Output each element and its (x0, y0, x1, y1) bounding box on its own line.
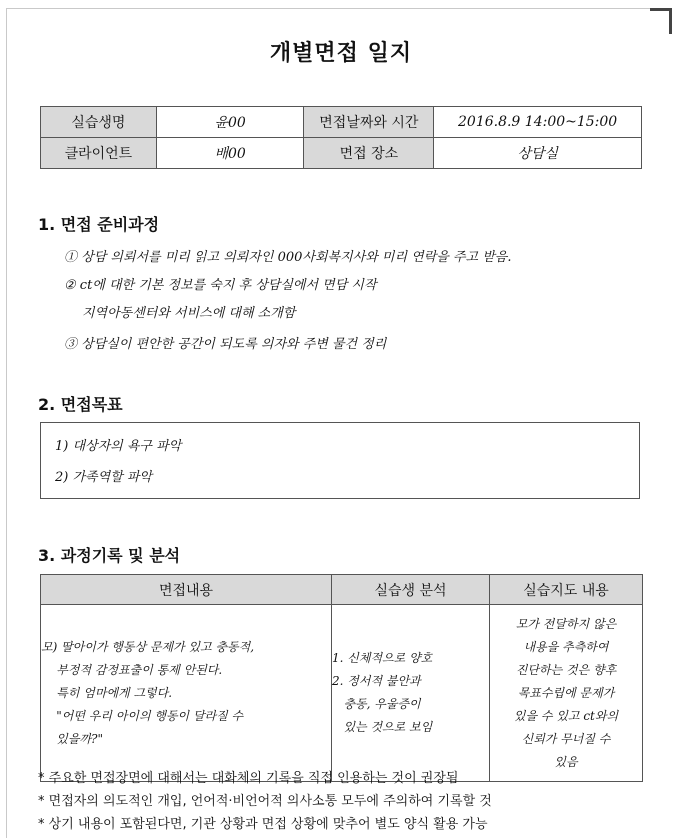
footnote: * 면접자의 의도적인 개입, 언어적·비언어적 의사소통 모두에 주의하여 기록할 것 (38, 794, 492, 809)
record-table (40, 574, 643, 782)
client-value: 배00 (156, 138, 304, 169)
footnote: * 상기 내용이 포함된다면, 기관 상황과 면접 상황에 맞추어 별도 양식 활용 가능 (38, 817, 488, 832)
goal-box (40, 422, 640, 499)
supervision-content: 모가 전달하지 않은 내용을 추측하여 진단하는 것은 향후 목표수립에 문제가 있을 수 있고 ct와의 신뢰가 무너질 수 있음 (513, 616, 619, 769)
record-cell-interview (41, 605, 332, 782)
record-header: 실습지도 내용 (490, 575, 643, 605)
client-label: 클라이언트 (41, 138, 157, 169)
place-label: 면접 장소 (304, 138, 434, 169)
prep-item: ① 상담 의뢰서를 미리 읽고 의뢰자인 000사회복지사와 미리 연락을 주고 받음. (64, 250, 512, 265)
record-cell-analysis (332, 605, 490, 782)
prep-item: ② ct에 대한 기본 정보를 숙지 후 상담실에서 면담 시작 (64, 278, 377, 293)
trainee-label: 실습생명 (41, 107, 157, 138)
interview-content: 모) 딸아이가 행동상 문제가 있고 충동적, 부정적 감정표출이 통제 안된다. 특히 엄마에게 그렇다. "어떤 우리 아이의 행동이 달라질 수 있을까?" (41, 639, 255, 746)
section1-heading: 1. 면접 준비과정 (38, 215, 160, 234)
info-row (41, 138, 642, 169)
trainee-value: 윤00 (156, 107, 304, 138)
section2-heading: 2. 면접목표 (38, 395, 123, 414)
document-title: 개별면접 일지 (269, 41, 413, 66)
goal-item: 1) 대상자의 욕구 파악 (55, 439, 182, 454)
datetime-value: 2016.8.9 14:00~15:00 (434, 107, 642, 138)
prep-item: 지역아동센터와 서비스에 대해 소개함 (82, 306, 296, 321)
datetime-label: 면접날짜와 시간 (304, 107, 434, 138)
page-corner-mark (650, 8, 672, 34)
prep-item: ③ 상담실이 편안한 공간이 되도록 의자와 주변 물건 정리 (64, 337, 387, 352)
record-row (41, 605, 643, 782)
record-header: 실습생 분석 (332, 575, 490, 605)
record-cell-supervision (490, 605, 643, 782)
place-value: 상담실 (434, 138, 642, 169)
footnote: * 주요한 면접장면에 대해서는 대화체의 기록을 직접 인용하는 것이 권장됨 (38, 771, 459, 786)
info-table (40, 106, 642, 169)
section3-heading: 3. 과정기록 및 분석 (38, 546, 181, 565)
trainee-analysis: 1. 신체적으로 양호 2. 정서적 불안과 충동, 우울증이 있는 것으로 보임 (332, 651, 433, 734)
info-row (41, 107, 642, 138)
record-header-row (41, 575, 643, 605)
goal-item: 2) 가족역할 파악 (55, 470, 152, 485)
record-header: 면접내용 (41, 575, 332, 605)
